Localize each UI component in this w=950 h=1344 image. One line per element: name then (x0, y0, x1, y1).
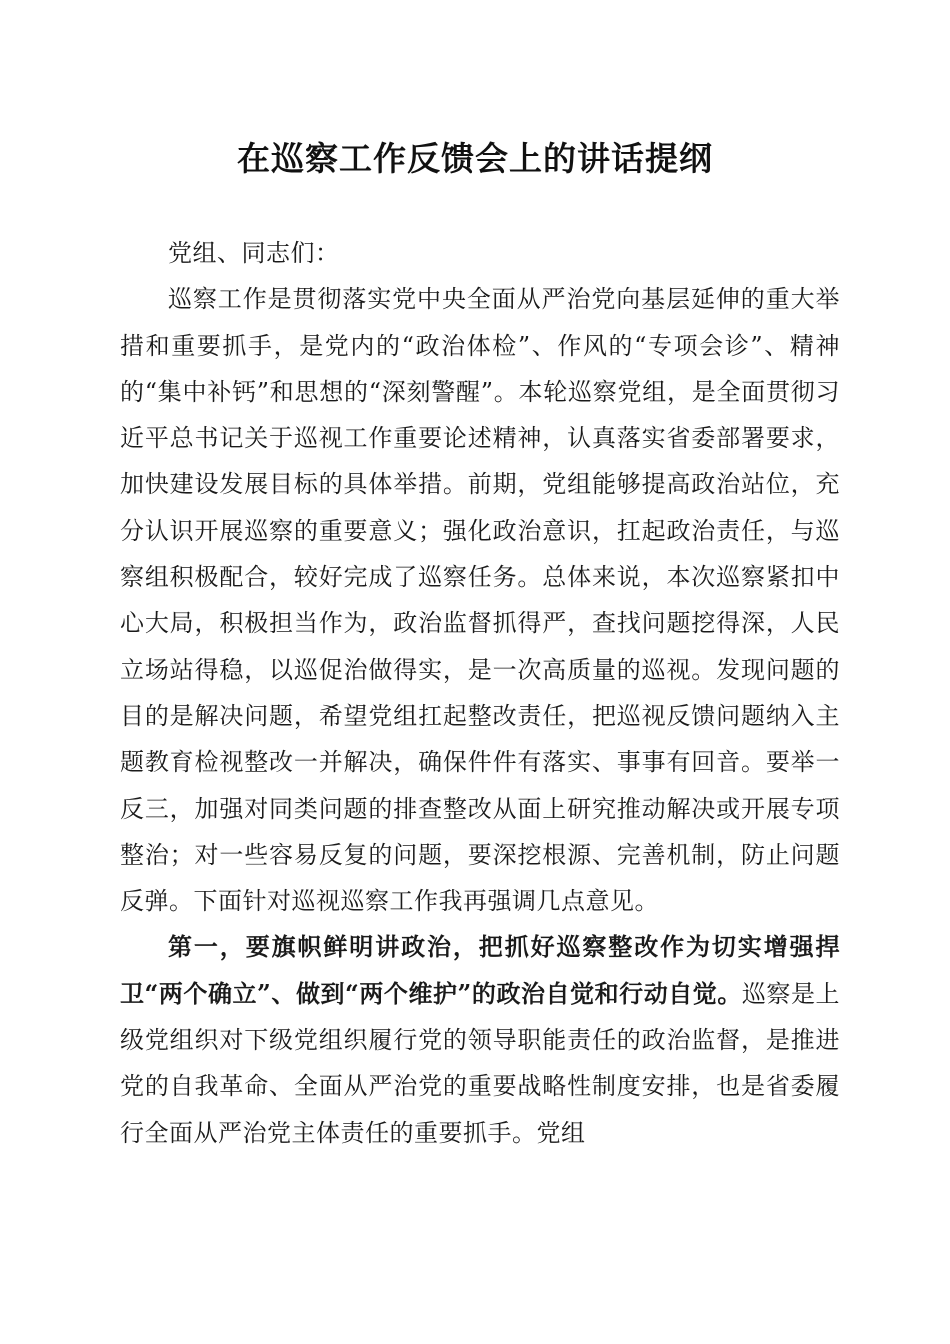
greeting: 党组、同志们： (168, 239, 340, 267)
paragraph-intro: 巡察工作是贯彻落实党中央全面从严治党向基层延伸的重大举措和重要抓手，是党内的“政治体检”、作风的“专项会诊”、精神的“集中补钙”和思想的“深刻警醒”。本轮巡察党组，是全面贯彻习近平总书记关于巡视工作重要论述精神，认真落实省委部署要求，加快建设发展目标的具体举措。前期，党组能够提高政治站位，充分认识开展巡察的重要意义；强化政治意识，扛起政治责任，与巡察组积极配合，较好完成了巡察任务。总体来说，本次巡察紧扣中心大局，积极担当作为，政治监督抓得严，查找问题挖得深，人民立场站得稳，以巡促治做得实，是一次高质量的巡视。发现问题的目的是解决问题，希望党组扛起整改责任，把巡视反馈问题纳入主题教育检视整改一并解决，确保件件有落实、事事有回音。要举一反三，加强对同类问题的排查整改从面上研究推动解决或开展专项整治；对一些容易反复的问题，要深挖根源、完善机制，防止问题反弹。下面针对巡视巡察工作我再强调几点意见。 (120, 285, 840, 916)
document-title: 在巡察工作反馈会上的讲话提纲 (237, 139, 713, 178)
first-point-text: 巡察是上级党组织对下级党组织履行党的领导职能责任的政治监督，是推进党的自我革命、全面从严治党的重要战略性制度安排，也是省委履行全面从严治党主体责任的重要抓手。党组 (120, 979, 841, 1147)
paragraph-first-point (120, 924, 840, 1155)
first-point-heading: 第一，要旗帜鲜明讲政治，把抓好巡察整改作为切实增强捍卫“两个确立”、做到“两个维护”的政治自觉和行动自觉。 (120, 932, 840, 1008)
document-body (120, 230, 840, 1156)
